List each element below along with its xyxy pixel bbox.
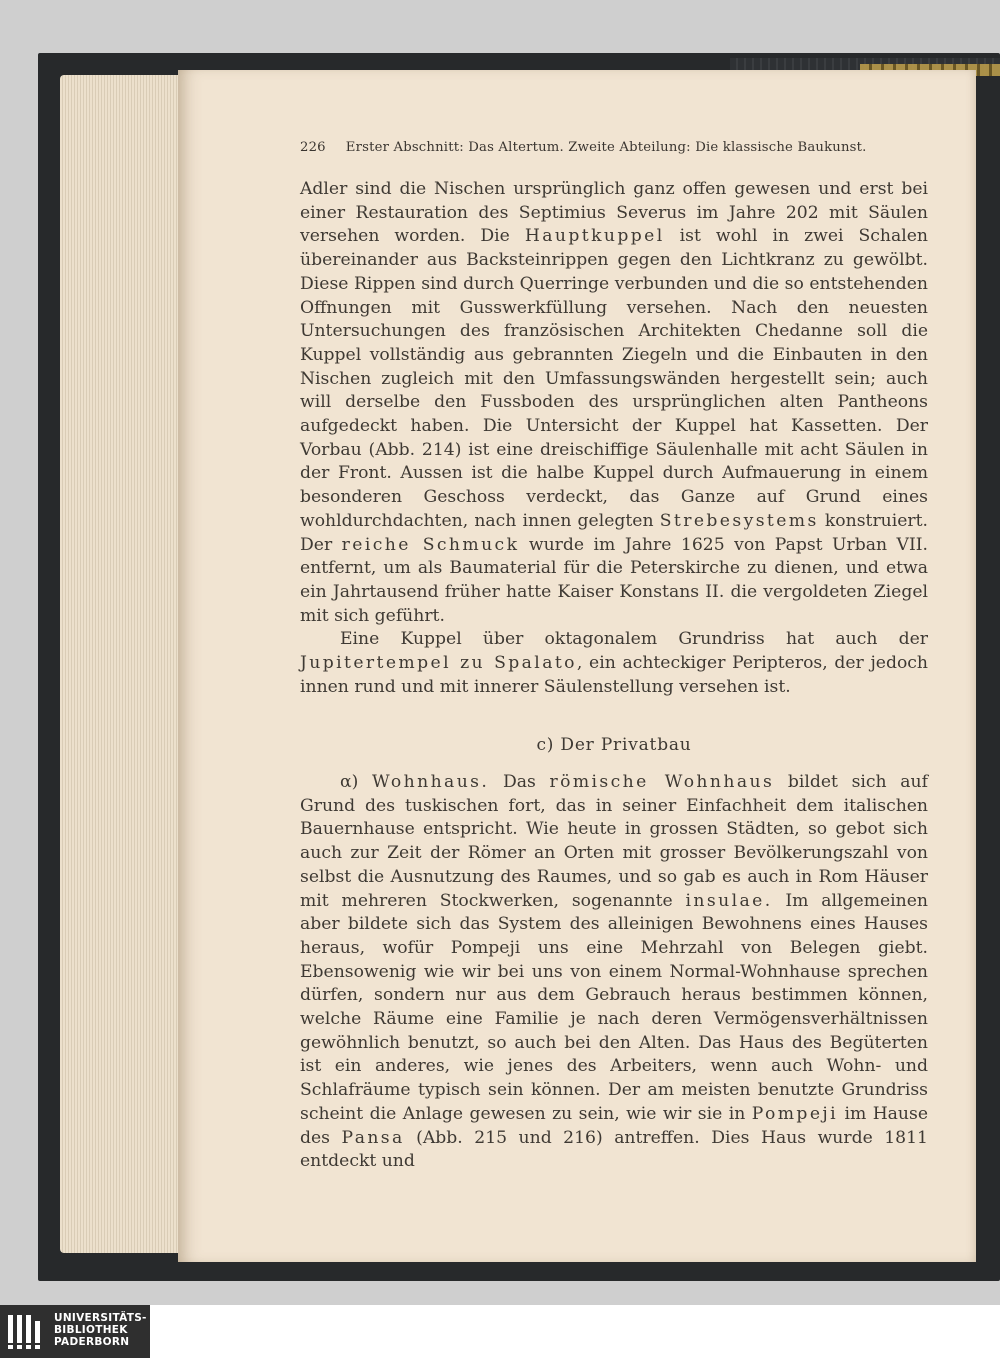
library-logo-icon xyxy=(6,1313,46,1351)
spaced-term: Strebesystems xyxy=(659,510,819,531)
spaced-term: Pompeji xyxy=(751,1103,839,1124)
spaced-term: römische Wohnhaus xyxy=(549,772,775,792)
text-run: im Hause des xyxy=(300,1103,928,1148)
section-heading: c) Der Privatbau xyxy=(536,735,692,755)
logo-line: UNIVERSITÄTS- xyxy=(54,1312,147,1324)
text-run: (Abb. 215 und 216) antreffen. Dies Haus wurde 1811 entdeckt und xyxy=(300,1127,928,1172)
paragraph xyxy=(300,771,928,1174)
text-run: bildet sich auf Grund des tuskischen fort, das in seiner Einfachheit dem italischen Bauernhause entspricht. Wie heute in grossen Städten, so gebot sich auch zur Zeit der Römer an Orten mit grosser Bevölkerungszahl von selbst die Ausnutzung des Raumes, und so gab es auch in Rom Häuser mit mehreren Stockwerken, sogenannte xyxy=(300,772,928,911)
spaced-term: Pansa xyxy=(341,1127,405,1148)
logo-line: BIBLIOTHEK xyxy=(54,1324,128,1336)
text-run: , ein achteckiger Peripteros, der jedoch innen rund und mit innerer Säulenstellung versehen ist. xyxy=(300,653,928,697)
library-logo-text xyxy=(54,1312,147,1348)
text-run: Adler sind die Nischen ursprünglich ganz offen gewesen und erst bei einer Restauration des Septimius Severus im Jahre 202 mit Säulen versehen worden. Die xyxy=(300,179,928,247)
running-title: Erster Abschnitt: Das Altertum. Zweite Abteilung: Die klassische Baukunst. xyxy=(345,140,867,155)
spaced-term: Jupitertempel zu Spalato xyxy=(300,653,577,674)
text-run: Das xyxy=(489,772,550,792)
page-number: 226 xyxy=(300,140,326,155)
paragraph xyxy=(300,178,928,628)
paragraph xyxy=(300,628,928,699)
spaced-term: insulae. xyxy=(685,890,773,911)
footer-bar xyxy=(0,1305,1000,1358)
library-logo[interactable] xyxy=(0,1305,150,1358)
spaced-term: Wohnhaus. xyxy=(372,772,490,792)
text-run: Eine Kuppel über oktagonalem Grundriss hat auch der xyxy=(340,629,928,650)
body-text-lower xyxy=(300,771,928,1174)
text-run: ist wohl in zwei Schalen übereinander aus Backsteinrippen gegen den Lichtkranz zu gewölbt. Diese Rippen sind durch Querringe verbunden und die so entstehenden Offnungen mit Gusswerkfüllung versehen. Nach den neuesten Untersuchungen des französischen Architekten Chedanne soll die Kuppel vollständig aus gebrannten Ziegeln und die Einbauten in den Nischen zugleich mit den Umfassungswänden hergestellt sein; auch will derselbe den Fussboden des ursprünglichen alten Pantheons aufgedeckt haben. Die Untersicht der Kuppel hat Kassetten. Der Vorbau (Abb. 214) ist eine dreischiffige Säulenhalle mit acht Säulen in der Front. Aussen ist die halbe Kuppel durch Aufmauerung in einem besonderen Geschoss verdeckt, das Ganze auf Grund eines wohldurchdachten, nach innen gelegten xyxy=(300,226,928,531)
text-run: konstruiert. Der xyxy=(300,510,928,555)
running-header xyxy=(300,140,930,155)
body-text-upper xyxy=(300,178,928,699)
page-stack-edge xyxy=(60,75,190,1253)
logo-line: PADERBORN xyxy=(54,1336,130,1348)
spaced-term: Hauptkuppel xyxy=(524,226,665,247)
text-run: Im allgemeinen aber bildete sich das System des alleinigen Bewohnens eines Hauses heraus, wofür Pompeji uns eine Mehrzahl von Belegen giebt. Ebensowenig wie wir bei uns von einem Normal-Wohnhause sprechen dürfen, sondern nur aus dem Gebrauch heraus bestimmen können, welche Räume eine Familie je nach deren Vermögensverhältnissen gewöhnlich benutzt, so auch bei den Alten. Das Haus des Begüterten ist ein anderes, wie jenes des Arbeiters, wenn auch Wohn- und Schlafräume typisch sein können. Der am meisten benutzte Grundriss scheint die Anlage gewesen zu sein, wie wir sie in xyxy=(300,890,928,1124)
text-run: wurde im Jahre 1625 von Papst Urban VII. entfernt, um als Baumaterial für die Peterskirche zu dienen, und etwa ein Jahrtausend früher hatte Kaiser Konstans II. die vergoldeten Ziegel mit sich geführt. xyxy=(300,534,928,626)
enumeration-label: α) xyxy=(340,772,359,792)
spaced-term: reiche Schmuck xyxy=(341,534,520,555)
